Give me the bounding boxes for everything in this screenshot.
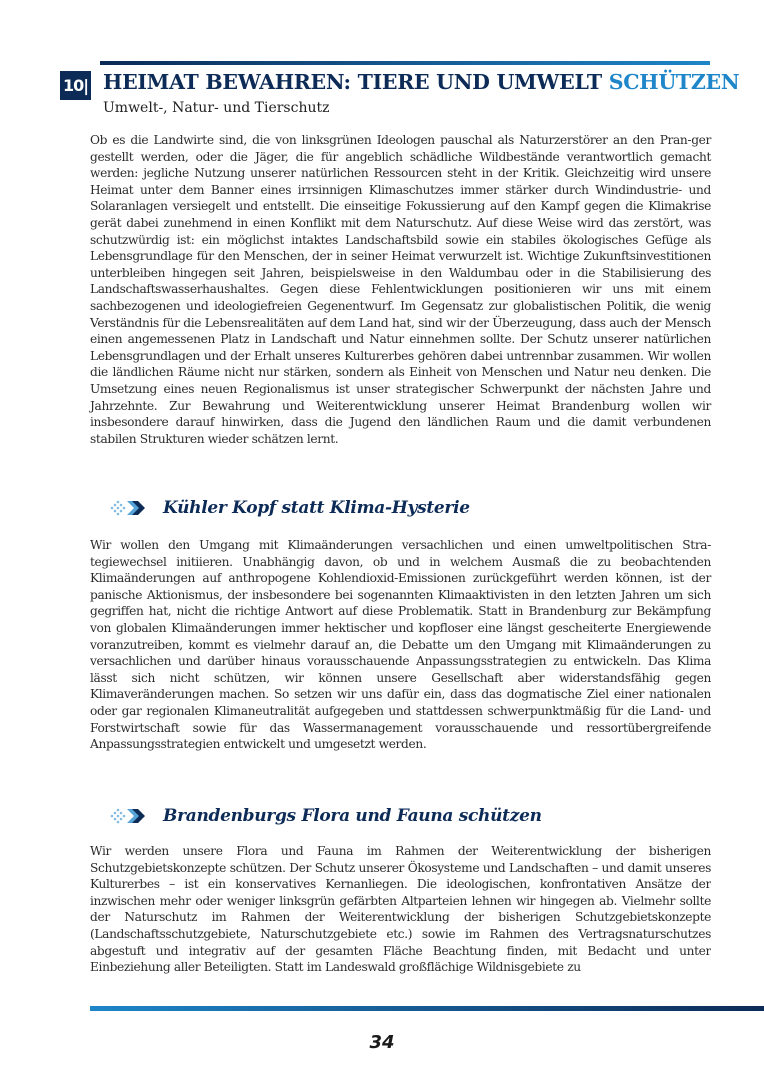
top-rule: [100, 61, 710, 65]
bottom-rule: [90, 1006, 764, 1011]
double-chevron-arrow-icon: [110, 808, 146, 824]
double-chevron-arrow-icon: [110, 500, 146, 516]
section-heading-text: Kühler Kopf statt Klima-Hysterie: [163, 498, 470, 518]
chapter-subtitle: Umwelt-, Natur- und Tierschutz: [103, 100, 330, 116]
chapter-number-badge: 10|: [60, 71, 91, 100]
section-2-body: Wir werden unsere Flora und Fauna im Rahmen der Weiterentwicklung der bisherigen Schutzgebietskonzepte schützen. Der Schutz unserer Ökosysteme und Landschaften – und damit unseres Kulturerbes – ist ein konservatives Kernanliegen. Die ideologischen, konfrontativen Ansätze der inzwischen mehr oder weniger linksgrün gefärbten Altparteien lehnen wir hingegen ab. Vielmehr sollte der Naturschutz im Rahmen der Weiterentwicklung der bisherigen Schutzgebietskonzepte (Landschaftsschutzgebiete, Naturschutzgebiete etc.) sowie im Rahmen des Vertragsnaturschutzes abgestuft und integrativ auf der gesamten Fläche Beachtung finden, mit Bedacht und unter Einbeziehung aller Beteiligten. Statt im Landeswald großflächige Wildnisgebiete zu: [90, 844, 711, 975]
chapter-title-accent: SCHÜTZEN: [608, 70, 740, 94]
section-heading-2: [110, 804, 542, 828]
chapter-title: [103, 70, 740, 94]
section-heading-text: Brandenburgs Flora und Fauna schützen: [163, 806, 542, 826]
intro-paragraph: Ob es die Landwirte sind, die von linksgrünen Ideologen pauschal als Naturzerstörer an den Pran-ger gestellt werden, oder die Jäger, die für angeblich schädliche Wildbestände verantwortlich gemacht werden: jegliche Nutzung unserer natürlichen Ressourcen steht in der Kritik. Gleichzeitig wird unsere Heimat unter dem Banner eines irrsinnigen Klimaschutzes immer stärker durch Windindustrie- und Solaranlagen versiegelt und entstellt. Die einseitige Fokussierung auf den Kampf gegen die Klimakrise gerät dabei zunehmend in einen Konflikt mit dem Naturschutz. Auf diese Weise wird das zerstört, was schutzwürdig ist: ein möglichst intaktes Landschaftsbild sowie ein stabiles ökologisches Gefüge als Lebensgrundlage für den Menschen, der in seiner Heimat verwurzelt ist. Wichtige Zukunftsinvestitionen unterbleiben hingegen seit Jahren, beispielsweise in den Waldumbau oder in die Stabilisierung des Landschaftswasserhaushaltes. Gegen diese Fehlentwicklungen positionieren wir uns mit einem sachbezogenen und ideologiefreien Gegenentwurf. Im Gegensatz zur globalistischen Politik, die wenig Verständnis für die Lebensrealitäten auf dem Land hat, sind wir der Überzeugung, dass auch der Mensch einen angemessenen Platz in Landschaft und Natur einnehmen sollte. Der Schutz unserer natürlichen Lebensgrundlagen und der Erhalt unseres Kulturerbes gehören dabei untrennbar zusammen. Wir wollen die ländlichen Räume nicht nur stärken, sondern als Einheit von Menschen und Natur neu denken. Die Umsetzung eines neuen Regionalismus ist unser strategischer Schwerpunkt der nächsten Jahre und Jahrzehnte. Zur Bewahrung und Weiterentwicklung unserer Heimat Brandenburg wollen wir insbesondere darauf hinwirken, dass die Jugend den ländlichen Raum und die damit verbundenen stabilen Strukturen wieder schätzen lernt.: [90, 133, 711, 446]
section-1-body: Wir wollen den Umgang mit Klimaänderungen versachlichen und einen umweltpolitischen Stra-tegiewechsel initiieren. Unabhängig davon, ob und in welchem Ausmaß die zu beobachtenden Klimaänderungen auf anthropogene Kohlendioxid-Emissionen zurückgeführt werden können, ist der panische Aktionismus, der insbesondere bei sogenannten Klimaaktivisten in den letzten Jahren um sich gegriffen hat, nicht die richtige Antwort auf diese Problematik. Statt in Brandenburg zur Bekämpfung von globalen Klimaänderungen immer hektischer und kopfloser eine längst gescheiterte Energiewende voranzutreiben, kommt es vielmehr darauf an, die Debatte um den Umgang mit Klimaänderungen zu versachlichen und darüber hinaus vorausschauende Anpassungsstrategien zu entwickeln. Das Klima lässt sich nicht schützen, wir können unsere Gesellschaft aber widerstandsfähig gegen Klimaveränderungen machen. So setzen wir uns dafür ein, dass das dogmatische Ziel einer nationalen oder gar regionalen Klimaneutralität aufgegeben und stattdessen schwerpunktmäßig für die Land- und Forstwirtschaft sowie für das Wassermanagement vorausschauende und ressortübergreifende Anpassungsstrategien entwickelt und umgesetzt werden.: [90, 538, 711, 752]
section-heading-1: [110, 496, 470, 520]
page-number: 34: [369, 1032, 395, 1053]
chapter-title-main: HEIMAT BEWAHREN: TIERE UND UMWELT: [103, 70, 602, 94]
